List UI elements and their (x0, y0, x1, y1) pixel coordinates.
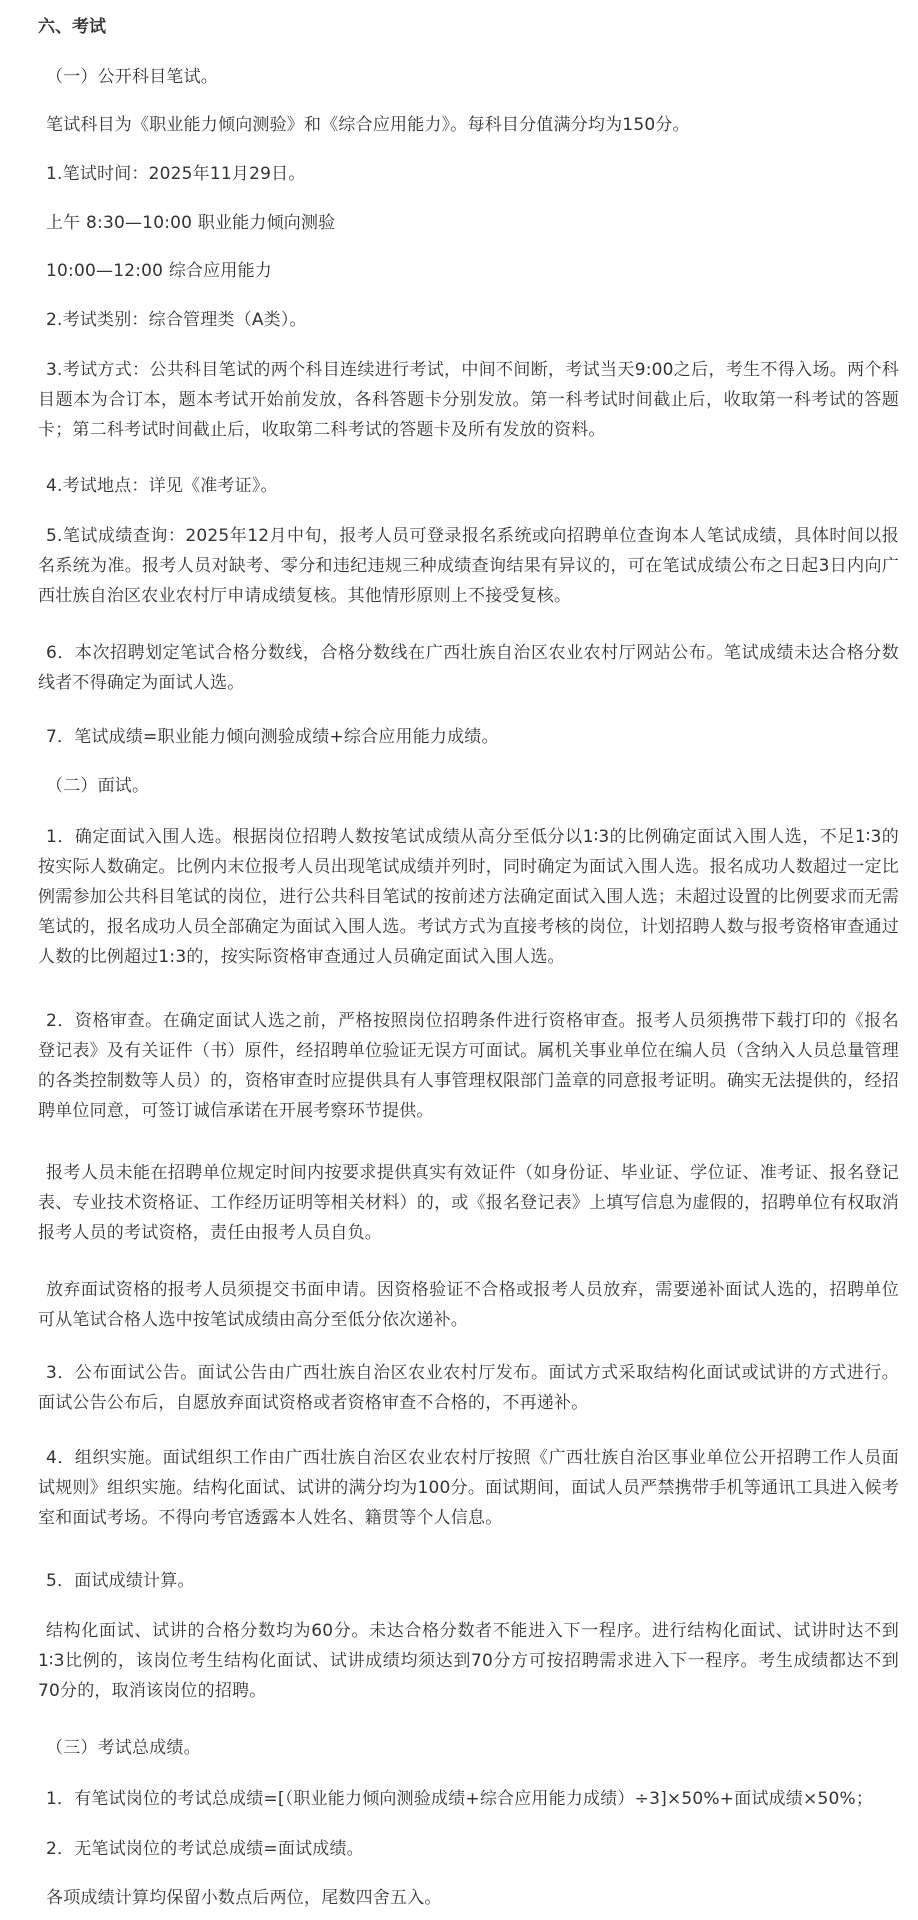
exam-subjects-paragraph: 笔试科目为《职业能力倾向测验》和《综合应用能力》。每科目分值满分均为150分。 (46, 115, 690, 135)
score-query-paragraph: 5.笔试成绩查询：2025年12月中旬，报考人员可登录报名系统或向招聘单位查询本人笔试成绩，具体时间以报名系统为准。报考人员对缺考、零分和违纪违规三种成绩查询结果有异议的，可在笔试成绩公布之日起3日内向广西壮族自治区农业农村厅申请成绩复核。其他情形原则上不接受复核。 (38, 526, 899, 606)
documents-paragraph: 报考人员未能在招聘单位规定时间内按要求提供真实有效证件（如身份证、毕业证、学位证、准考证、报名登记表、专业技术资格证、工作经历证明等相关材料）的，或《报名登记表》上填写信息为虚假的，招聘单位有权取消报考人员的考试资格，责任由报考人员自负。 (38, 1163, 899, 1243)
morning-schedule: 上午 8:30—10:00 职业能力倾向测验 (46, 213, 336, 233)
organization-paragraph: 4．组织实施。面试组织工作由广西壮族自治区农业农村厅按照《广西壮族自治区事业单位公开招聘工作人员面试规则》组织实施。结构化面试、试讲的满分均为100分。面试期间，面试人员严禁携带手机等通讯工具进入候考室和面试考场。不得向考官透露本人姓名、籍贯等个人信息。 (38, 1448, 899, 1528)
exam-location: 4.考试地点：详见《准考证》。 (46, 476, 278, 496)
interview-announcement-paragraph: 3．公布面试公告。面试公告由广西壮族自治区农业农村厅发布。面试方式采取结构化面试或试讲的方式进行。面试公告公布后，自愿放弃面试资格或者资格审查不合格的，不再递补。 (38, 1363, 899, 1413)
interview-score-title: 5．面试成绩计算。 (46, 1571, 195, 1591)
exam-category: 2.考试类别：综合管理类（A类）。 (46, 310, 307, 330)
waiver-paragraph: 放弃面试资格的报考人员须提交书面申请。因资格验证不合格或报考人员放弃，需要递补面试人选的，招聘单位可从笔试合格人选中按笔试成绩由高分至低分依次递补。 (38, 1280, 899, 1330)
written-score-formula: 7．笔试成绩=职业能力倾向测验成绩+综合应用能力成绩。 (46, 727, 499, 747)
qualification-review-paragraph: 2．资格审查。在确定面试人选之前，严格按照岗位招聘条件进行资格审查。报考人员须携带下载打印的《报名登记表》及有关证件（书）原件，经招聘单位验证无误方可面试。属机关事业单位在编人员（含纳入人员总量管理的各类控制数等人员）的，资格审查时应提供具有人事管理权限部门盖章的同意报考证明。确实无法提供的，经招聘单位同意，可签订诚信承诺在开展考察环节提供。 (38, 1011, 899, 1121)
second-schedule: 10:00—12:00 综合应用能力 (46, 261, 272, 281)
total-score-without-written: 2．无笔试岗位的考试总成绩=面试成绩。 (46, 1839, 364, 1859)
total-score-with-written: 1．有笔试岗位的考试总成绩=[（职业能力倾向测验成绩+综合应用能力成绩）÷3]×50%+面试成绩×50%； (46, 1789, 874, 1809)
section-title: 六、考试 (38, 17, 106, 37)
exam-method-paragraph: 3.考试方式：公共科目笔试的两个科目连续进行考试，中间不间断，考试当天9:00之后，考生不得入场。两个科目题本为合订本，题本考试开始前发放，各科答题卡分别发放。第一科考试时间截止后，收取第一科考试的答题卡；第二科考试时间截止后，收取第二科考试的答题卡及所有发放的资料。 (38, 360, 899, 440)
part3-title: （三）考试总成绩。 (46, 1738, 201, 1758)
part1-title: （一）公开科目笔试。 (46, 67, 218, 87)
interview-score-paragraph: 结构化面试、试讲的合格分数均为60分。未达合格分数者不能进入下一程序。进行结构化面试、试讲时达不到1∶3比例的，该岗位考生结构化面试、试讲成绩均须达到70分方可按招聘需求进入下一程序。考生成绩都达不到70分的，取消该岗位的招聘。 (38, 1621, 899, 1701)
exam-date: 1.笔试时间：2025年11月29日。 (46, 164, 306, 184)
interview-shortlist-paragraph: 1．确定面试入围人选。根据岗位招聘人数按笔试成绩从高分至低分以1∶3的比例确定面试入围人选，不足1∶3的按实际人数确定。比例内末位报考人员出现笔试成绩并列时，同时确定为面试入围人选。报名成功人数超过一定比例需参加公共科目笔试的岗位，进行公共科目笔试的按前述方法确定面试入围人选；未超过设置的比例要求而无需笔试的，报名成功人员全部确定为面试入围人选。考试方式为直接考核的岗位，计划招聘人数与报考资格审查通过人数的比例超过1:3的，按实际资格审查通过人员确定面试入围人选。 (38, 827, 899, 967)
cutoff-paragraph: 6．本次招聘划定笔试合格分数线，合格分数线在广西壮族自治区农业农村厅网站公布。笔试成绩未达合格分数线者不得确定为面试人选。 (38, 643, 899, 693)
part2-title: （二）面试。 (46, 776, 150, 796)
rounding-rule: 各项成绩计算均保留小数点后两位，尾数四舍五入。 (46, 1888, 442, 1908)
